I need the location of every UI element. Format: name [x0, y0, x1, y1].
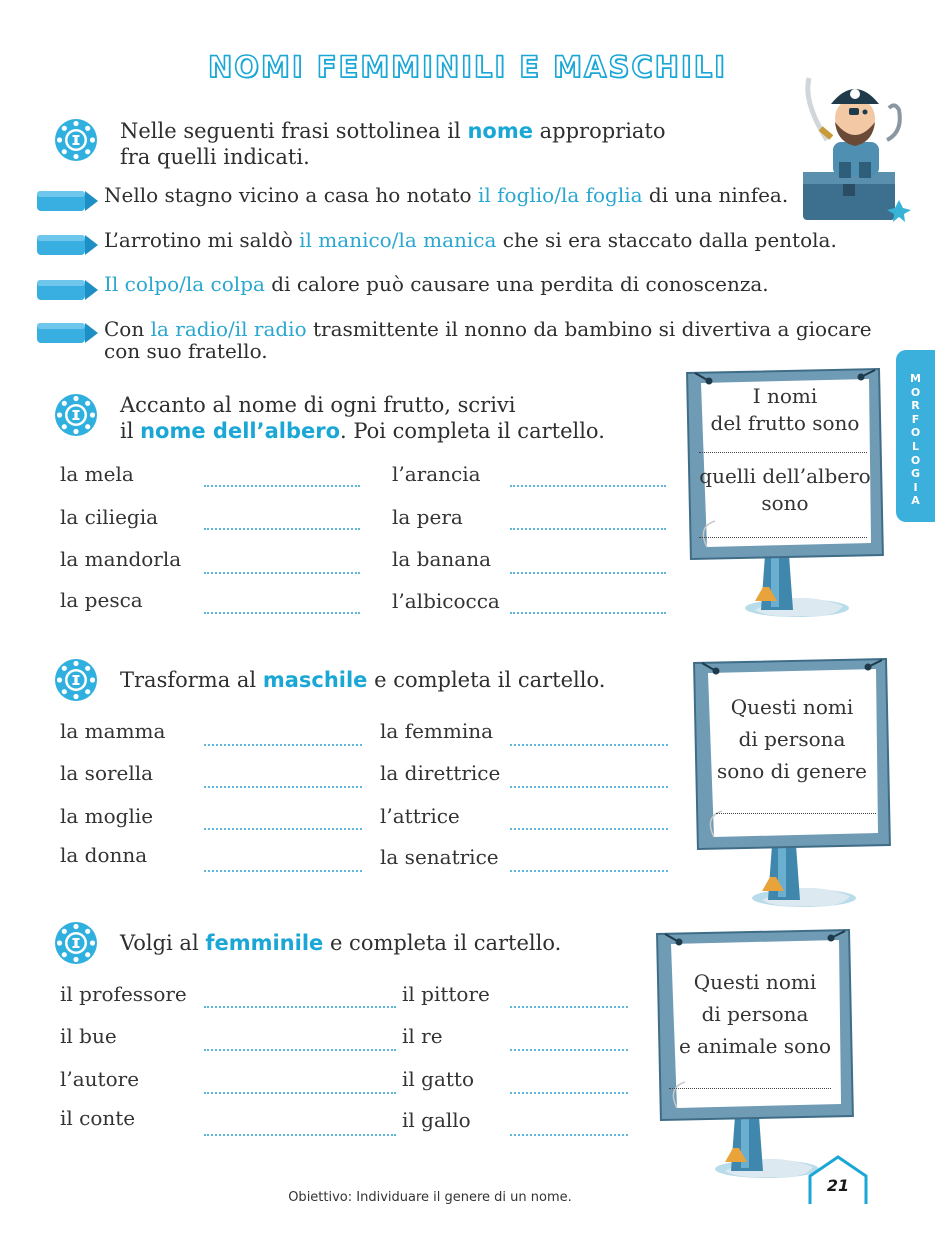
sign-answer-line[interactable] — [716, 813, 876, 814]
objective-footer: Obiettivo: Individuare il genere di un nome. — [288, 1190, 572, 1205]
sign-answer-line[interactable] — [699, 452, 867, 453]
answer-line[interactable] — [510, 1006, 628, 1008]
word-choice[interactable]: Il colpo/la colpa — [104, 272, 265, 296]
answer-line[interactable] — [204, 485, 360, 487]
sun-info-icon — [53, 920, 99, 966]
word-item: il professore — [60, 982, 187, 1006]
word-item: il gallo — [402, 1108, 471, 1132]
page-number-badge — [806, 1154, 870, 1206]
pencil-icon — [36, 320, 102, 346]
answer-line[interactable] — [510, 572, 666, 574]
answer-line[interactable] — [510, 1049, 628, 1051]
word-item: la moglie — [60, 804, 154, 828]
word-item: la mamma — [60, 719, 166, 743]
answer-line[interactable] — [204, 572, 360, 574]
pencil-icon — [36, 232, 102, 258]
sign-text: I nomi del frutto sono — [710, 384, 860, 435]
sign-answer-line[interactable] — [669, 1088, 831, 1089]
sign-answer-line[interactable] — [699, 537, 867, 538]
sentence-3: Il colpo/la colpa di calore può causare una perdita di conoscenza. — [104, 272, 769, 296]
word-item: l’arancia — [392, 462, 481, 486]
word-item: la sorella — [60, 761, 154, 785]
word-item: la femmina — [380, 719, 494, 743]
word-item: la banana — [392, 547, 492, 571]
page-title: NOMI FEMMINILI E MASCHILI — [208, 50, 727, 84]
answer-line[interactable] — [204, 612, 360, 614]
signpost-1 — [685, 365, 885, 625]
sentence-1: Nello stagno vicino a casa ho notato il foglio/la foglia di una ninfea. — [104, 183, 789, 207]
page-number: 21 — [826, 1176, 850, 1195]
word-item: la donna — [60, 843, 148, 867]
exercise4-instruction: Volgi al femminile e completa il cartello. — [120, 931, 562, 955]
sign-text: Questi nomi di persona e animale sono — [678, 970, 832, 1058]
answer-line[interactable] — [510, 485, 666, 487]
pencil-icon — [36, 188, 102, 214]
answer-line[interactable] — [510, 786, 668, 788]
word-choice[interactable]: il foglio/la foglia — [477, 183, 643, 207]
answer-line[interactable] — [204, 870, 362, 872]
pirate-icon — [795, 70, 920, 225]
exercise1-instruction: Nelle seguenti frasi sottolinea il nome appropriato fra quelli indicati. — [120, 119, 666, 169]
word-item: l’autore — [60, 1067, 140, 1091]
sign-text: quelli dell’albero sono — [699, 464, 871, 515]
word-choice[interactable]: la radio/il radio — [150, 317, 307, 341]
answer-line[interactable] — [510, 1092, 628, 1094]
word-item: il conte — [60, 1106, 136, 1130]
sun-info-icon — [53, 657, 99, 703]
answer-line[interactable] — [204, 1092, 396, 1094]
word-item: la senatrice — [380, 845, 499, 869]
answer-line[interactable] — [510, 744, 668, 746]
answer-line[interactable] — [204, 1049, 396, 1051]
sentence-4: Con la radio/il radio trasmittente il nonno da bambino si divertiva a giocare con suo fratello. — [104, 317, 872, 363]
answer-line[interactable] — [204, 828, 362, 830]
word-item: il re — [402, 1024, 443, 1048]
word-choice[interactable]: il manico/la manica — [299, 228, 497, 252]
word-item: la ciliegia — [60, 505, 159, 529]
morfologia-side-tab — [896, 350, 935, 522]
word-item: la direttrice — [380, 761, 501, 785]
sun-info-icon — [53, 117, 99, 163]
exercise2-instruction: Accanto al nome di ogni frutto, scrivi il nome dell’albero. Poi completa il cartello. — [120, 393, 605, 443]
word-item: la pesca — [60, 588, 143, 612]
answer-line[interactable] — [510, 828, 668, 830]
sun-info-icon — [53, 392, 99, 438]
word-item: la mandorla — [60, 547, 182, 571]
answer-line[interactable] — [204, 528, 360, 530]
word-item: il pittore — [402, 982, 490, 1006]
word-item: l’attrice — [380, 804, 460, 828]
sign-text: Questi nomi di persona sono di genere — [717, 695, 867, 783]
answer-line[interactable] — [204, 1006, 396, 1008]
sentence-2: L’arrotino mi saldò il manico/la manica che si era staccato dalla pentola. — [104, 228, 837, 252]
answer-line[interactable] — [510, 870, 668, 872]
word-item: la pera — [392, 505, 463, 529]
answer-line[interactable] — [204, 786, 362, 788]
answer-line[interactable] — [510, 528, 666, 530]
word-item: il bue — [60, 1024, 117, 1048]
pencil-icon — [36, 277, 102, 303]
signpost-3 — [655, 926, 855, 1186]
answer-line[interactable] — [204, 744, 362, 746]
answer-line[interactable] — [204, 1134, 396, 1136]
side-tab-label: M O R F O L O G I A — [910, 372, 921, 508]
exercise3-instruction: Trasforma al maschile e completa il cartello. — [120, 668, 606, 692]
answer-line[interactable] — [510, 612, 666, 614]
word-item: la mela — [60, 462, 134, 486]
word-item: il gatto — [402, 1067, 474, 1091]
answer-line[interactable] — [510, 1134, 628, 1136]
word-item: l’albicocca — [392, 589, 500, 613]
signpost-2 — [692, 655, 892, 915]
